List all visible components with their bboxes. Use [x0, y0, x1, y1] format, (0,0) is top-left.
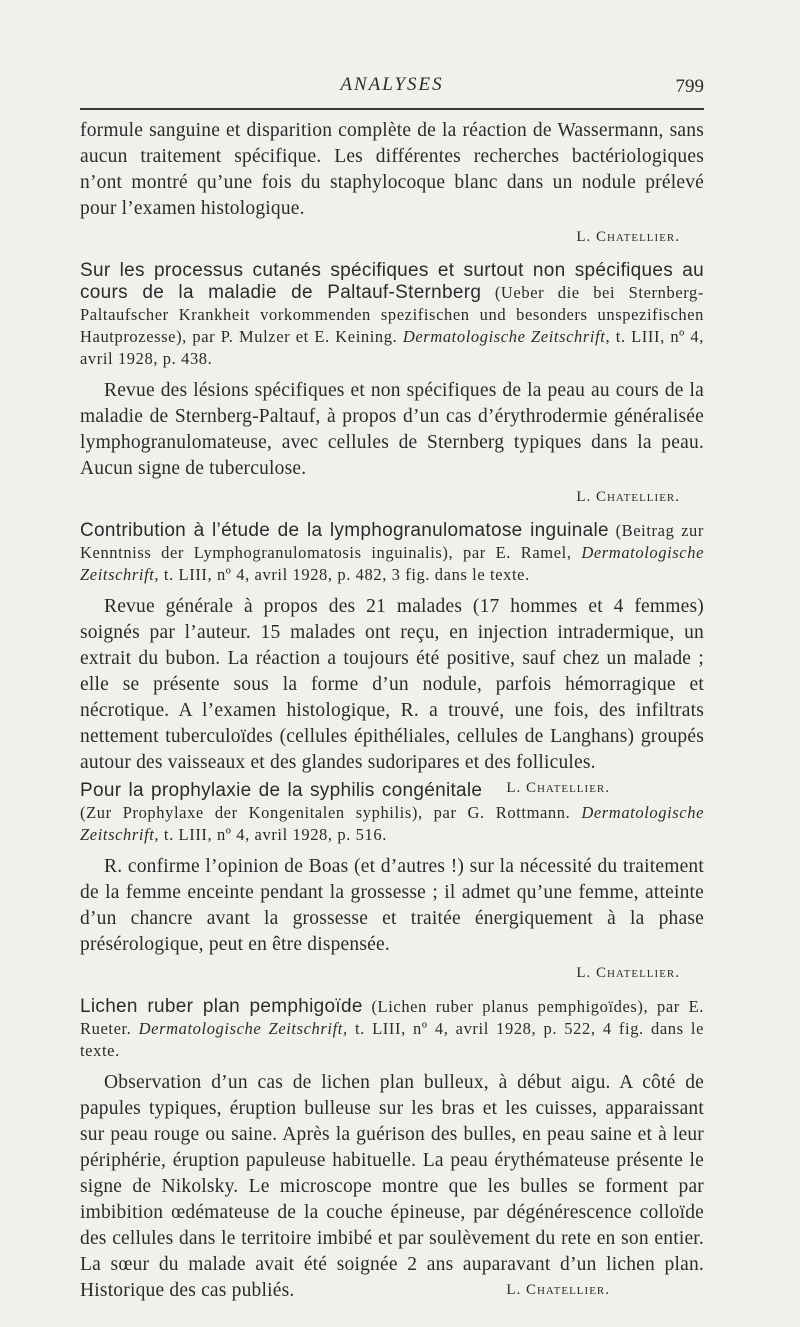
- header-rule: [80, 108, 704, 110]
- intro-paragraph: formule sanguine et disparition complète de la réaction de Wassermann, sans aucun traitement spécifique. Les différentes recherches bactériologiques n’ont montré qu’une fois du staphylocoque blanc dans un nodule prélevé pour l’examen histologique.: [80, 120, 704, 219]
- entry-signature: L. Chatellier.: [506, 1282, 610, 1298]
- entry-title: Lichen ruber plan pemphigoïde: [80, 996, 363, 1017]
- entry-title: Sur les processus cutanés spécifiques et surtout non spécifiques au cours de la maladie de Paltauf-Sternberg: [80, 260, 704, 303]
- entry-citation: t. LIII, nº 4, avril 1928, p. 522, 4 fig. dans le texte.: [80, 1019, 704, 1060]
- entry-journal: Dermatologische Zeitschrift,: [402, 327, 611, 346]
- entry-body-text: Revue générale à propos des 21 malades (17 hommes et 4 femmes) soignés par l’auteur. 15 malades ont reçu, en injection intradermique, un extrait du bubon. La réaction a toujours été positive, sauf chez un malade ; elle se présente sous la forme d’un nodule, parfois hémorragique et nécrotique. A l’examen histologique, R. a trouvé, une fois, des infiltrats nettement tuberculoïdes (cellules épithéliales, cellules de Langhans) groupés autour des vaisseaux et des glandes sudoripares et des follicules.: [80, 596, 704, 773]
- page-header: [80, 74, 704, 104]
- entry-signature: L. Chatellier.: [506, 780, 610, 796]
- entry-reference: [80, 996, 704, 1062]
- page-content: [80, 118, 704, 1307]
- entry-citation: t. LIII, nº 4, avril 1928, p. 438.: [80, 327, 704, 368]
- entry-reference: [80, 260, 704, 370]
- entry-body: R. confirme l’opinion de Boas (et d’autres !) sur la nécessité du traitement de la femme enceinte pendant la grossesse ; il admet qu’une femme, atteinte d’un chancre avant la grossesse et traitée énergiquement à la phase présérologique, peut en être dispensée.: [80, 856, 704, 955]
- entry-ref-text: (Zur Prophylaxe der Kongenitalen syphilis), par G. Rottmann.: [80, 803, 571, 822]
- entry-journal: Dermatologische Zeitschrift,: [80, 803, 704, 844]
- entry-ref-text: (Beitrag zur Kenntniss der Lymphogranulomatosis inguinalis), par E. Ramel,: [80, 521, 704, 562]
- entry-signature: L. Chatellier.: [576, 489, 680, 505]
- entry-signature: L. Chatellier.: [576, 965, 680, 981]
- entry-title: Pour la prophylaxie de la syphilis congénitale: [80, 780, 483, 801]
- entry-journal: Dermatologische Zeitschrift,: [80, 543, 704, 584]
- running-title: ANALYSES: [340, 74, 444, 95]
- entry-ref-text: (Lichen ruber planus pemphigoïdes), par E. Rueter.: [80, 997, 704, 1038]
- page-number: 799: [675, 76, 704, 97]
- entry-body: [80, 1070, 704, 1304]
- entry-title: Contribution à l’étude de la lymphogranulomatose inguinale: [80, 520, 609, 541]
- entry-syphilis-congenitale: [80, 780, 704, 985]
- entry-ref-text: (Ueber die bei Sternberg-Paltaufscher Krankheit vorkommenden spezifischen und besonders unspezifischen Hautprozesse), par P. Mulzer et E. Keining.: [80, 283, 704, 346]
- entry-lichen-ruber: [80, 996, 704, 1304]
- entry-body-text: Observation d’un cas de lichen plan bulleux, à début aigu. A côté de papules typiques, éruption bulleuse sur les bras et les cuisses, apparaissant sur peau rouge ou saine. Après la guérison des bulles, en peau saine et à leur périphérie, éruption papuleuse habituelle. La peau érythémateuse présente le signe de Nikolsky. Le microscope montre que les bulles se forment par imbibition œdémateuse de la couche épineuse, par dégénérescence colloïde des cellules dans le territoire imbibé et par soulèvement du rete en son entier. La sœur du malade avait été soignée 2 ans auparavant d’un lichen plan. Historique des cas publiés.: [80, 1072, 704, 1301]
- entry-citation: t. LIII, nº 4, avril 1928, p. 482, 3 fig. dans le texte.: [163, 565, 530, 584]
- entry-journal: Dermatologische Zeitschrift,: [138, 1019, 348, 1038]
- entry-reference: [80, 520, 704, 586]
- intro-signature: L. Chatellier.: [576, 229, 680, 245]
- entry-paltauf-sternberg: [80, 260, 704, 509]
- entry-citation: t. LIII, nº 4, avril 1928, p. 516.: [163, 825, 387, 844]
- entry-body: Revue des lésions spécifiques et non spécifiques de la peau au cours de la maladie de Sternberg-Paltauf, à propos d’un cas d’érythrodermie généralisée lymphogranulomateuse, avec cellules de Sternberg typiques dans la peau. Aucun signe de tuberculose.: [80, 380, 704, 479]
